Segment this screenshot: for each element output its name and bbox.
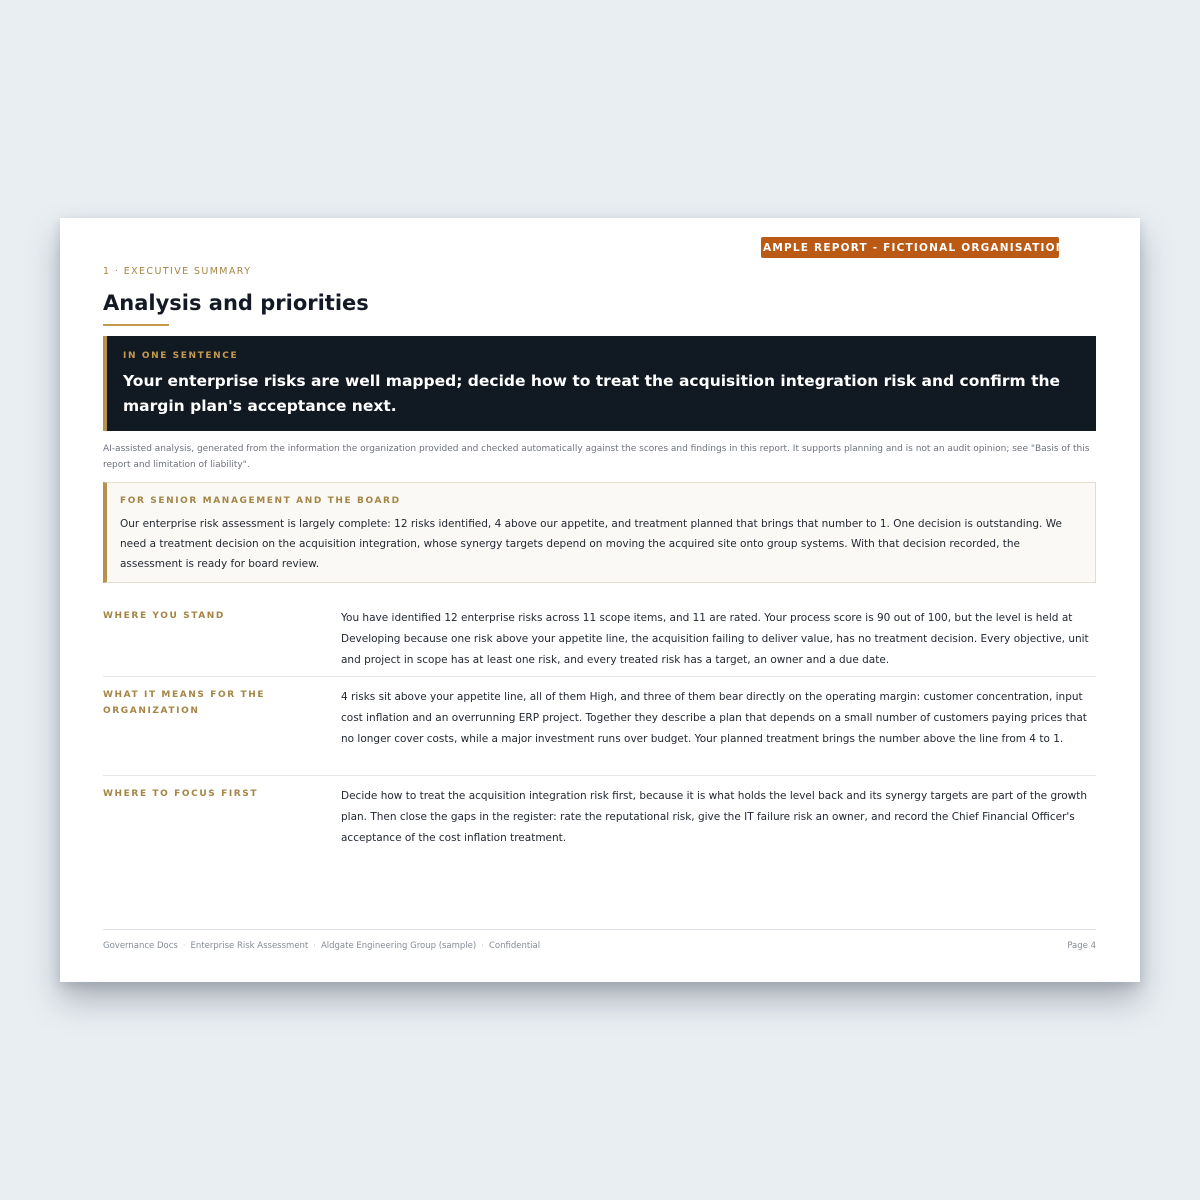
page-number: Page 4 — [1067, 941, 1096, 951]
one-sentence-label: IN ONE SENTENCE — [123, 351, 239, 361]
sample-report-badge: SAMPLE REPORT - FICTIONAL ORGANISATION — [761, 237, 1059, 258]
title-underline — [103, 324, 169, 326]
footer-breadcrumb — [103, 941, 540, 951]
row-divider — [103, 775, 1096, 776]
footer-separator: · — [313, 941, 316, 951]
footer-crumb: Confidential — [488, 941, 541, 951]
footer-separator: · — [182, 941, 186, 951]
footer-crumb: Governance Docs — [103, 941, 178, 951]
page-footer — [103, 941, 1096, 951]
footer-crumb: Enterprise Risk Assessment — [190, 941, 309, 951]
board-summary-label: FOR SENIOR MANAGEMENT AND THE BOARD — [120, 496, 401, 506]
footer-separator: · — [481, 941, 484, 951]
row-label: WHAT IT MEANS FOR THE ORGANIZATION — [103, 690, 266, 716]
footer-divider — [103, 929, 1096, 930]
report-page — [60, 218, 1140, 982]
one-sentence-text: Your enterprise risks are well mapped; decide how to treat the acquisition integration risk and confirm the margin plan's acceptance next. — [123, 372, 1061, 415]
row-text: Decide how to treat the acquisition integration risk first, because it is what holds the level back and its synergy targets are part of the growth plan. Then close the gaps in the register: rate the reputational risk, give the IT failure risk an owner, and record the Chief Financial Officer's acceptance of the cost inflation treatment. — [341, 790, 1088, 844]
one-sentence-callout — [103, 336, 1096, 431]
ai-disclaimer: AI-assisted analysis, generated from the information the organization provided and checked automatically against the scores and findings in this report. It supports planning and is not an audit opinion; see "Basis of this report and limitation of liability". — [103, 444, 1090, 470]
row-divider — [103, 676, 1096, 677]
board-summary-text: Our enterprise risk assessment is largely complete: 12 risks identified, 4 above our appetite, and treatment planned that brings that number to 1. One decision is outstanding. We need a treatment decision on the acquisition integration, whose synergy targets depend on moving the acquired site onto group systems. With that decision recorded, the assessment is ready for board review. — [120, 518, 1062, 570]
page-title: Analysis and priorities — [103, 291, 369, 315]
footer-crumb: Aldgate Engineering Group (sample) — [320, 941, 477, 951]
row-text: 4 risks sit above your appetite line, all of them High, and three of them bear directly on the operating margin: customer concentration, input cost inflation and an overrunning ERP project. Together they describe a plan that depends on a small number of customers paying prices that no longer cover costs, while a major investment runs over budget. Your planned treatment brings the number above the line from 4 to 1. — [341, 691, 1087, 745]
row-text: You have identified 12 enterprise risks across 11 scope items, and 11 are rated. Your process score is 90 out of 100, but the level is held at Developing because one risk above your appetite line, the acquisition failing to deliver value, has no treatment decision. Every objective, unit and project in scope has at least one risk, and every treated risk has a target, an owner and a due date. — [341, 612, 1089, 666]
section-label: 1 · EXECUTIVE SUMMARY — [103, 266, 252, 277]
row-label: WHERE TO FOCUS FIRST — [103, 789, 259, 799]
board-summary-callout — [103, 482, 1096, 583]
row-label: WHERE YOU STAND — [103, 611, 225, 621]
